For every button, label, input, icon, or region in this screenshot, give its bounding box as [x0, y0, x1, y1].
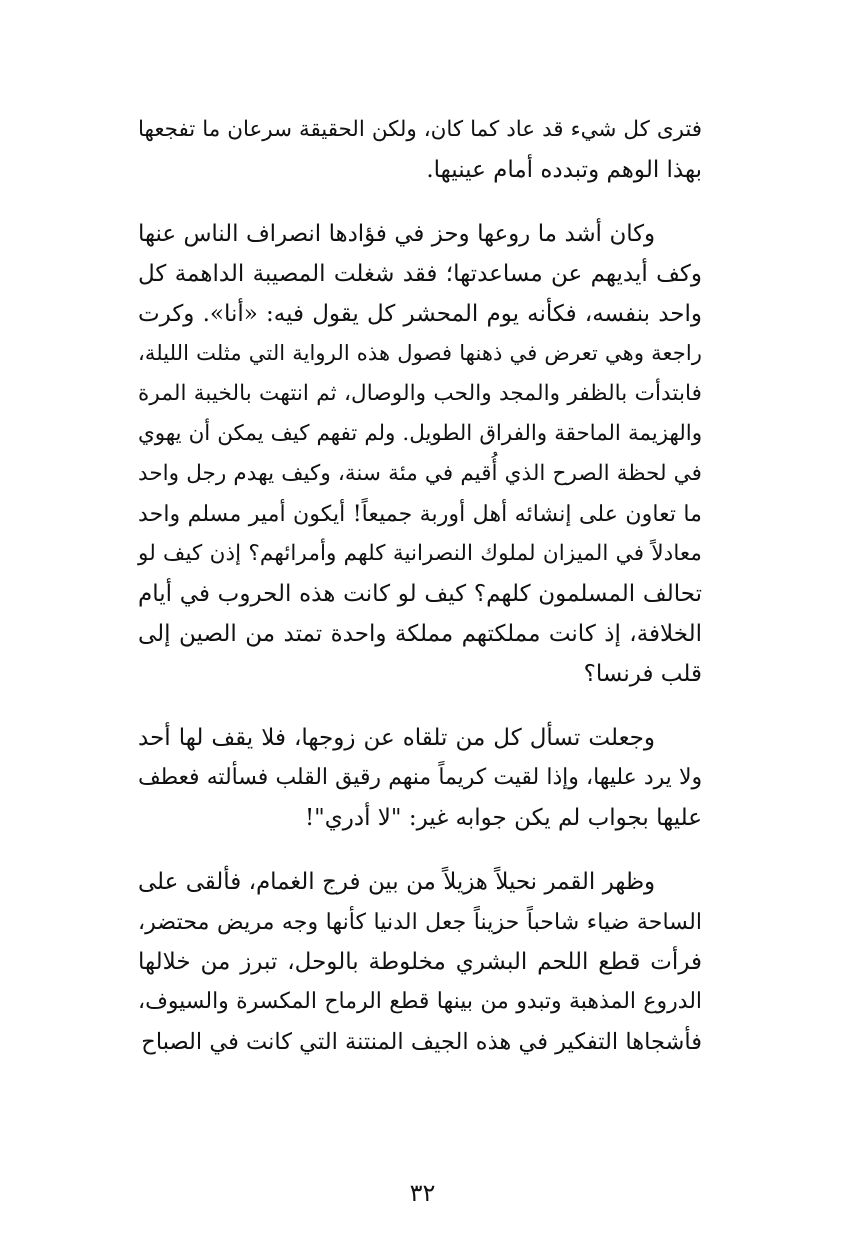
text-line: وكان أشد ما روعها وحز في فؤادها انصراف الناس عنها	[138, 221, 655, 247]
text-line: الدروع المذهبة وتبدو من بينها قطع الرماح المكسرة والسيوف،	[138, 989, 702, 1014]
text-line: فابتدأت بالظفر والمجد والحب والوصال، ثم انتهت بالخيبة المرة	[138, 381, 702, 406]
text-line: ولا يرد عليها، وإذا لقيت كريماً منهم رقيق القلب فسألته فعطف	[138, 765, 702, 790]
paragraph	[0, 718, 845, 838]
text-line: قلب فرنسا؟	[583, 661, 702, 687]
page-body	[0, 110, 845, 1086]
text-line: بهذا الوهم وتبدده أمام عينيها.	[426, 157, 702, 183]
text-line: فأشجاها التفكير في هذه الجيف المنتنة التي كانت في الصباح	[141, 1029, 702, 1055]
text-line: تحالف المسلمون كلهم؟ كيف لو كانت هذه الحروب في أيام	[138, 581, 702, 607]
paragraph	[0, 214, 845, 694]
page-number: ٣٢	[409, 1179, 436, 1207]
text-line: في لحظة الصرح الذي أُقيم في مئة سنة، وكيف يهدم رجل واحد	[138, 461, 702, 486]
text-line: وجعلت تسأل كل من تلقاه عن زوجها، فلا يقف لها أحد	[138, 725, 655, 751]
text-line: والهزيمة الماحقة والفراق الطويل. ولم تفهم كيف يمكن أن يهوي	[138, 421, 702, 446]
text-line: الساحة ضياء شاحباً حزيناً جعل الدنيا كأنها وجه مريض محتضر،	[138, 909, 702, 935]
paragraph	[0, 110, 845, 190]
text-line: فرأت قطع اللحم البشري مخلوطة بالوحل، تبرز من خلالها	[138, 949, 702, 975]
text-line: وكف أيديهم عن مساعدتها؛ فقد شغلت المصيبة الداهمة كل	[138, 261, 702, 287]
text-line: فترى كل شيء قد عاد كما كان، ولكن الحقيقة سرعان ما تفجعها	[138, 117, 702, 142]
text-line: راجعة وهي تعرض في ذهنها فصول هذه الرواية التي مثلت الليلة،	[138, 341, 702, 366]
text-line: معادلاً في الميزان لملوك النصرانية كلهم وأمرائهم؟ إذن كيف لو	[138, 541, 702, 566]
text-line: الخلافة، إذ كانت مملكتهم مملكة واحدة تمتد من الصين إلى	[138, 621, 702, 647]
text-line: ما تعاون على إنشائه أهل أوربة جميعاً! أيكون أمير مسلم واحد	[138, 501, 702, 527]
text-line: عليها بجواب لم يكن جوابه غير: "لا أدري"!	[304, 805, 702, 831]
text-line: وظهر القمر نحيلاً هزيلاً من بين فرج الغمام، فألقى على	[138, 869, 655, 895]
text-line: واحد بنفسه، فكأنه يوم المحشر كل يقول فيه: «أنا». وكرت	[138, 301, 702, 327]
paragraph	[0, 862, 845, 1062]
